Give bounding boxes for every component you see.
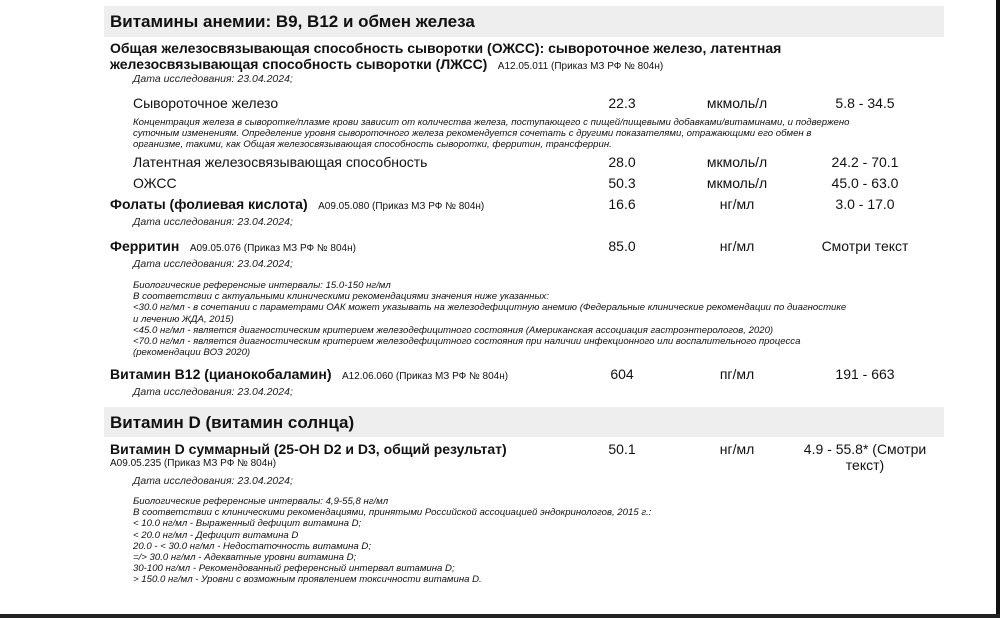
folate-reference: 3.0 - 17.0 — [835, 196, 895, 212]
ferritin-code: A09.05.076 (Приказ МЗ РФ № 804н) — [189, 243, 356, 254]
ojss-title-line1: Общая железосвязывающая способность сыворотки (ОЖСС): сывороточное железо, латентная — [110, 40, 782, 56]
b12-reference: 191 - 663 — [835, 366, 895, 382]
note-line: < 20.0 нг/мл - Дефицит витамина D — [133, 529, 299, 541]
ojss-date: Дата исследования: 23.04.2024; — [133, 73, 293, 85]
ferritin-date: Дата исследования: 23.04.2024; — [133, 258, 293, 270]
tibc-name: ОЖСС — [133, 175, 177, 191]
vitd-code: A09.05.235 (Приказ МЗ РФ № 804н) — [110, 458, 277, 469]
serum-iron-reference: 5.8 - 34.5 — [835, 95, 895, 111]
b12-name: Витамин B12 (цианокобаламин) — [110, 366, 332, 382]
section-title-vitd: Витамин D (витамин солнца) — [110, 413, 355, 432]
latent-reference: 24.2 - 70.1 — [831, 154, 899, 170]
note-line: =/> 30.0 нг/мл - Адекватные уровни витамина D; — [133, 552, 357, 564]
note-line: <30.0 нг/мл - в сочетании с параметрами ОАК может указывать на железодефицитную анемию (Федеральные клинические рекомендации по диагностике — [133, 302, 847, 314]
folate-date: Дата исследования: 23.04.2024; — [133, 216, 293, 228]
note-line: < 10.0 нг/мл - Выраженный дефицит витамина D; — [133, 518, 362, 530]
page-edge-right — [996, 0, 1000, 618]
ojss-title-line2: железосвязывающая способность сыворотки (ЛЖСС) — [110, 56, 488, 72]
vitd-reference-line: 4.9 - 55.8* (Смотри — [803, 441, 927, 457]
note-line: <70.0 нг/мл - является диагностическим критерием железодефицитного состояния при наличии инфекционного или воспалительного процесса — [133, 336, 801, 348]
note-line: Концентрация железа в сыворотке/плазме крови зависит от количества железа, поступающего с пищей/пищевыми добавками/витаминами, и подвержено — [133, 117, 850, 128]
b12-code: A12.06.060 (Приказ МЗ РФ № 804н) — [341, 371, 509, 382]
latent-result: 28.0 — [608, 154, 636, 170]
latent-name: Латентная железосвязывающая способность — [133, 154, 428, 170]
note-line: суточным изменениям. Определение уровня сывороточного железа рекомендуется сочетать с другими показателями, отражающими его обмен в — [133, 128, 812, 140]
note-line: и лечению ЖДА, 2015) — [133, 313, 234, 325]
b12-unit: пг/мл — [719, 366, 755, 382]
note-line: 20.0 - < 30.0 нг/мл - Недостаточность витамина D; — [133, 540, 372, 552]
tibc-reference: 45.0 - 63.0 — [831, 175, 899, 191]
folate-code: A09.05.080 (Приказ МЗ РФ № 804н) — [318, 201, 485, 212]
folate-result: 16.6 — [608, 196, 636, 212]
ferritin-reference: Смотри текст — [821, 238, 909, 254]
folate-name: Фолаты (фолиевая кислота) — [110, 196, 308, 212]
ferritin-note — [133, 280, 846, 358]
vitd-unit: нг/мл — [719, 441, 755, 457]
note-line: Биологические референсные интервалы: 15.0-150 нг/мл — [133, 280, 391, 291]
note-line: Биологические референсные интервалы: 4,9-55,8 нг/мл — [133, 496, 389, 507]
tibc-result: 50.3 — [608, 175, 636, 191]
serum-iron-unit: мкмоль/л — [706, 95, 768, 111]
vitd-reference — [790, 441, 940, 473]
ojss-title-line2-row — [110, 56, 663, 74]
ferritin-title-row — [110, 238, 356, 256]
serum-iron-name: Сывороточное железо — [133, 95, 279, 111]
note-line: > 150.0 нг/мл - Уровни с возможным проявлением токсичности витамина D. — [133, 574, 482, 586]
note-line: организме, такими, как Общая железосвязывающая способность сыворотки, ферритин, трансферрин. — [133, 139, 612, 151]
note-line: 30-100 нг/мл - Рекомендованный референсный интервал витамина D; — [133, 563, 455, 575]
latent-unit: мкмоль/л — [706, 154, 768, 170]
ferritin-name: Ферритин — [110, 238, 180, 254]
note-line: В соответствии с актуальными клиническими рекомендациями значения ниже указанных: — [133, 291, 549, 303]
note-line: (рекомендации ВОЗ 2020) — [133, 347, 251, 359]
b12-title-row — [110, 366, 508, 384]
vitd-date: Дата исследования: 23.04.2024; — [133, 475, 293, 487]
page-edge-bottom — [0, 614, 1000, 618]
ferritin-unit: нг/мл — [719, 238, 755, 254]
folate-unit: нг/мл — [719, 196, 755, 212]
vitd-name: Витамин D суммарный (25-OH D2 и D3, общий результат) — [110, 441, 507, 457]
folate-title-row — [110, 196, 484, 214]
ojss-code: A12.05.011 (Приказ МЗ РФ № 804н) — [497, 61, 664, 72]
b12-result: 604 — [610, 366, 634, 382]
ferritin-result: 85.0 — [608, 238, 636, 254]
section-title-anemia: Витамины анемии: B9, B12 и обмен железа — [110, 12, 475, 31]
vitd-result: 50.1 — [608, 441, 636, 457]
serum-iron-result: 22.3 — [608, 95, 636, 111]
note-line: В соответствии с клиническими рекомендациями, принятыми Российской ассоциацией эндокринологов, 2015 г.: — [133, 507, 652, 519]
vitd-note — [133, 496, 651, 586]
vitd-reference-line: текст) — [845, 457, 885, 473]
tibc-unit: мкмоль/л — [706, 175, 768, 191]
note-line: <45.0 нг/мл - является диагностическим критерием железодефицитного состояния (Американская ассоциация гастроэнтерологов, 2020) — [133, 324, 774, 336]
b12-date: Дата исследования: 23.04.2024; — [133, 386, 293, 398]
serum-iron-note — [133, 117, 850, 151]
